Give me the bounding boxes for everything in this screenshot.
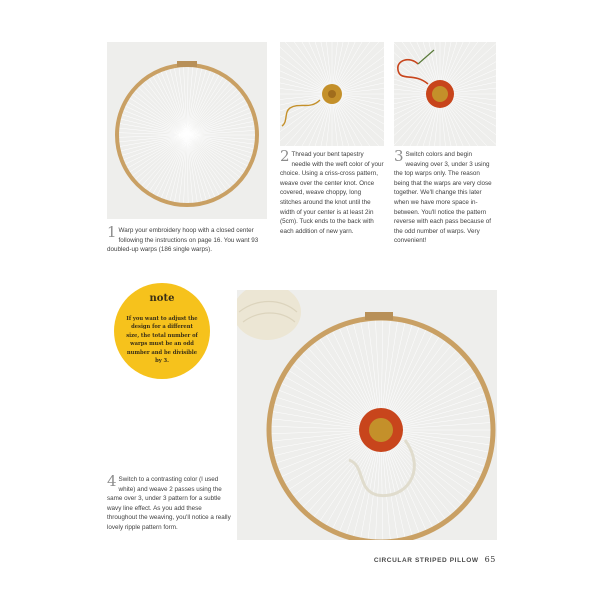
page-footer	[374, 555, 496, 564]
page-number: 65	[484, 555, 496, 564]
orange-ring-illustration	[394, 42, 496, 146]
warped-hoop-illustration	[107, 42, 267, 219]
note-text: If you want to adjust the design for a different size, the total number of warps must be an odd number and be divisible by 3.	[126, 316, 198, 365]
photo-large-hoop	[237, 290, 497, 540]
step-1-text: Warp your embroidery hoop with a closed center following the instructions on page 16. You want 93 doubled-up warps (186 single warps).	[107, 227, 259, 254]
photo-center-woven	[280, 42, 384, 146]
large-hoop-illustration	[237, 290, 497, 540]
step-4-text: Switch to a contrasting color (I used white) and weave 2 passes using the same over 3, under 3 pattern for a subtle wavy line effect. As you add these throughout the weaving, you'll notice a really lovely ripple pattern form.	[107, 476, 231, 531]
step-4	[107, 472, 232, 533]
photo-orange-ring	[394, 42, 496, 146]
step-1	[107, 223, 277, 255]
step-1-number: 1	[107, 223, 117, 241]
step-3-text: Switch colors and begin weaving over 3, under 3 using the top warps only. The reason being that the warps are very close together. We'll change this later when we have more space in-between. You'll notice the pattern reverse with each pass because of the odd number of warps. Very convenient!	[394, 151, 492, 245]
section-title: CIRCULAR STRIPED PILLOW	[373, 557, 479, 564]
step-2-number: 2	[280, 147, 290, 165]
step-2	[280, 147, 384, 236]
step-2-text: Thread your bent tapestry needle with the weft color of your choice. Using a criss-cross pattern, weave over the center knot. Once covered, weave choppy, long stitches around the knot until the width of your center is at least 2in (5cm). Tuck ends to the back with each addition of new yarn.	[280, 151, 384, 235]
center-woven-illustration	[280, 42, 384, 146]
step-3-number: 3	[394, 147, 404, 165]
step-3	[394, 147, 496, 246]
note-callout	[114, 283, 210, 379]
photo-warped-hoop	[107, 42, 267, 219]
note-title: note	[149, 293, 175, 304]
step-4-number: 4	[107, 472, 117, 490]
